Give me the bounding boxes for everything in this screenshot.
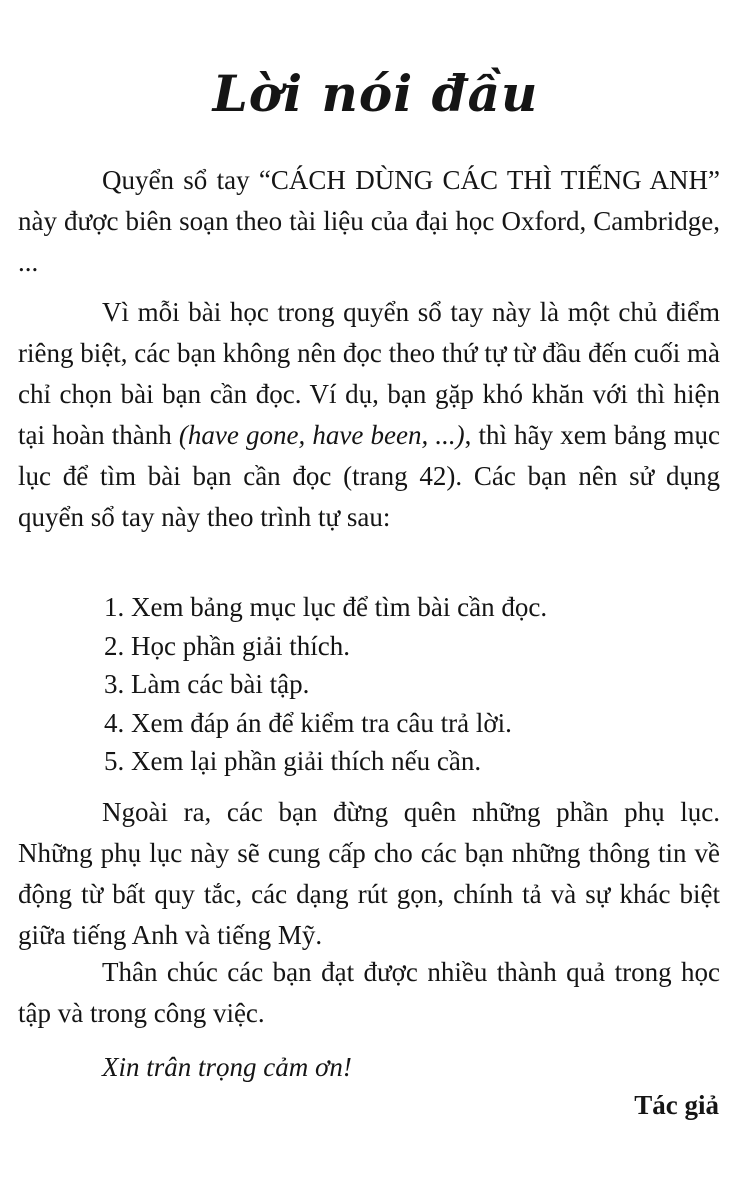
list-item: 3. Làm các bài tập. — [104, 669, 310, 699]
intro-block — [18, 160, 720, 283]
list-item: 1. Xem bảng mục lục để tìm bài cần đọc. — [104, 592, 548, 622]
paragraph-wishes: Thân chúc các bạn đạt được nhiều thành quả trong học tập và trong công việc. — [18, 957, 720, 1028]
paragraph-appendix: Ngoài ra, các bạn đừng quên những phần phụ lục. Những phụ lục này sẽ cung cấp cho các bạn những thông tin về động từ bất quy tắc, các dạng rút gọn, chính tả và sự khác biệt giữa tiếng Anh và tiếng Mỹ. — [18, 797, 720, 950]
wishes-block — [18, 952, 720, 1034]
author-signature: Tác giả — [634, 1090, 719, 1120]
list-item: 5. Xem lại phần giải thích nếu cần. — [104, 746, 482, 776]
closing-line: Xin trân trọng cảm ơn! — [102, 1052, 352, 1082]
paragraph-usage-part2: , thì hãy xem bảng mục lục để tìm bài bạn cần đọc (trang 42). Các bạn nên sử dụng quyển sổ tay này theo trình tự sau: — [18, 420, 720, 532]
list-item: 2. Học phần giải thích. — [104, 630, 350, 661]
list-item: 4. Xem đáp án để kiểm tra câu trả lời. — [104, 707, 512, 738]
paragraph-usage — [18, 292, 720, 538]
steps-list — [104, 588, 547, 781]
page-title: Lời nói đầu — [212, 64, 539, 123]
usage-block — [18, 292, 720, 538]
appendix-block — [18, 792, 720, 956]
paragraph-usage-part1: Vì mỗi bài học trong quyển sổ tay này là một chủ điểm riêng biệt, các bạn không nên đọc theo thứ tự từ đầu đến cuối mà chỉ chọn bài bạn cần đọc. Ví dụ, bạn gặp khó khăn với thì hiện tại hoàn thành — [18, 297, 720, 450]
paragraph-source: Quyển sổ tay “CÁCH DÙNG CÁC THÌ TIẾNG ANH” này được biên soạn theo tài liệu của đại học Oxford, Cambridge, ... — [18, 165, 720, 277]
paragraph-usage-italic: (have gone, have been, ...) — [178, 420, 465, 450]
